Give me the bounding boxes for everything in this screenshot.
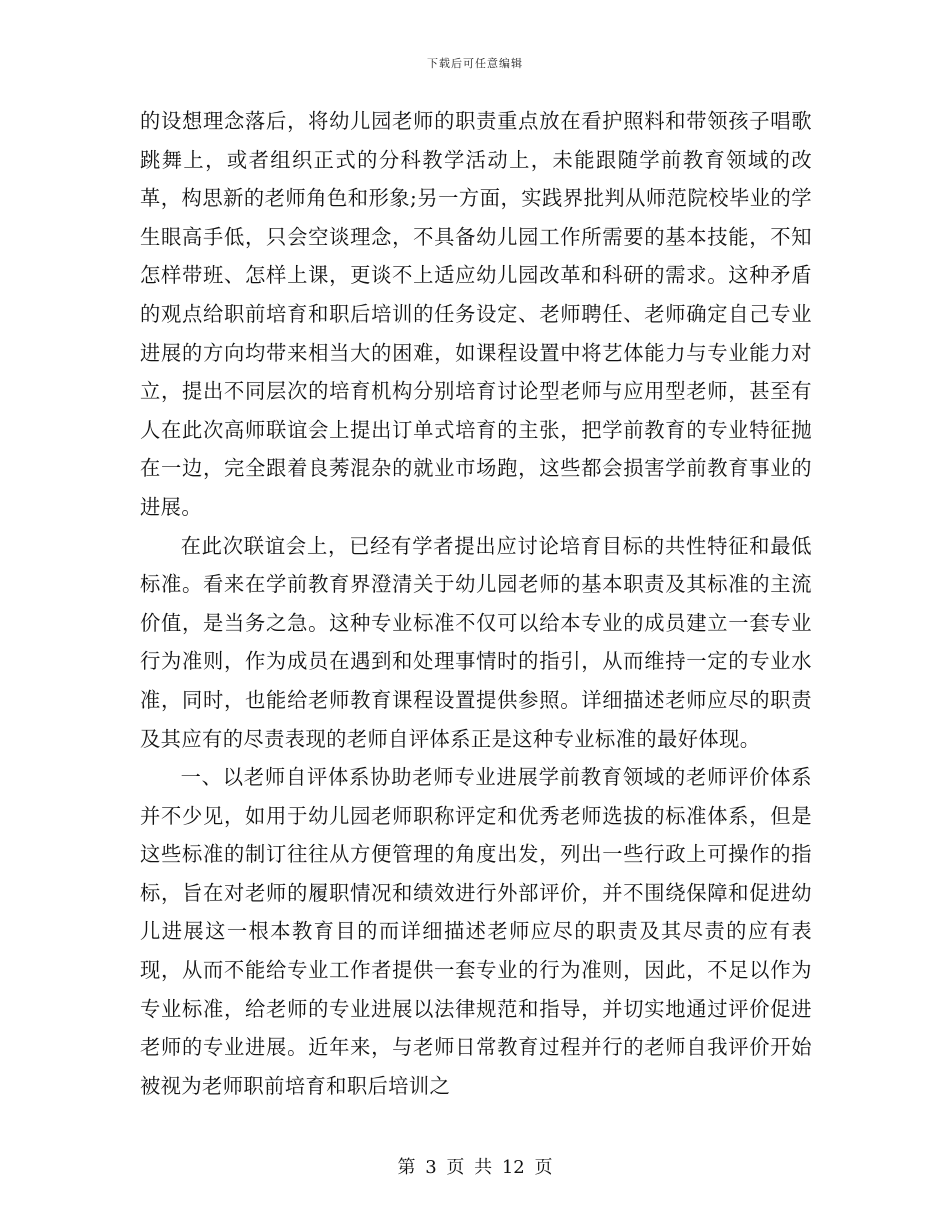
document-body	[140, 102, 812, 1105]
paragraph-3: 一、以老师自评体系协助老师专业进展学前教育领域的老师评价体系并不少见，如用于幼儿园老师职称评定和优秀老师选拔的标准体系，但是这些标准的制订往往从方便管理的角度出发，列出一些行政上可操作的指标，旨在对老师的履职情况和绩效进行外部评价，并不围绕保障和促进幼儿进展这一根本教育目的而详细描述老师应尽的职责及其尽责的应有表现，从而不能给专业工作者提供一套专业的行为准则，因此，不足以作为专业标准，给老师的专业进展以法律规范和指导，并切实地通过评价促进老师的专业进展。近年来，与老师日常教育过程并行的老师自我评价开始被视为老师职前培育和职后培训之	[140, 765, 812, 1098]
paragraph-2: 在此次联谊会上，已经有学者提出应讨论培育目标的共性特征和最低标准。看来在学前教育界澄清关于幼儿园老师的基本职责及其标准的主流价值，是当务之急。这种专业标准不仅可以给本专业的成员建立一套专业行为准则，作为成员在遇到和处理事情时的指引，从而维持一定的专业水准，同时，也能给老师教育课程设置提供参照。详细描述老师应尽的职责及其应有的尽责表现的老师自评体系正是这种专业标准的最好体现。	[140, 533, 812, 751]
page-footer: 第 3 页 共 12 页	[397, 1157, 553, 1178]
page-header: 下载后可任意编辑	[427, 57, 523, 70]
paragraph-1: 的设想理念落后，将幼儿园老师的职责重点放在看护照料和带领孩子唱歌跳舞上，或者组织正式的分科教学活动上，未能跟随学前教育领域的改革，构思新的老师角色和形象;另一方面，实践界批判从师范院校毕业的学生眼高手低，只会空谈理念，不具备幼儿园工作所需要的基本技能，不知怎样带班、怎样上课，更谈不上适应幼儿园改革和科研的需求。这种矛盾的观点给职前培育和职后培训的任务设定、老师聘任、老师确定自己专业进展的方向均带来相当大的困难，如课程设置中将艺体能力与专业能力对立，提出不同层次的培育机构分别培育讨论型老师与应用型老师，甚至有人在此次高师联谊会上提出订单式培育的主张，把学前教育的专业特征抛在一边，完全跟着良莠混杂的就业市场跑，这些都会损害学前教育事业的进展。	[140, 109, 812, 519]
